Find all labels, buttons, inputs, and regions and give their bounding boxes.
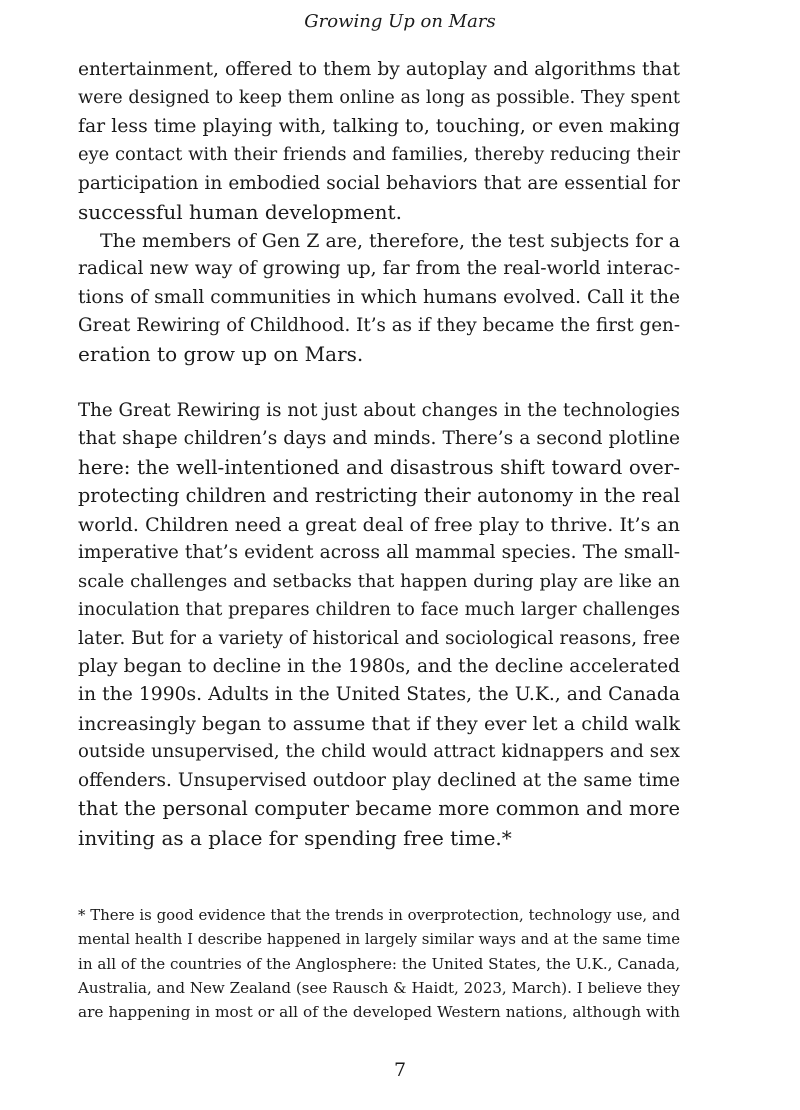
text-line: later. But for a variety of historical and sociological reasons, free xyxy=(78,627,680,649)
text-line: outside unsupervised, the child would attract kidnappers and sex xyxy=(78,741,680,763)
text-line: inoculation that prepares children to face much larger challenges xyxy=(78,599,680,621)
footnote xyxy=(78,903,680,1024)
text-line: far less time playing with, talking to, touching, or even making xyxy=(78,115,680,137)
text-line: increasingly began to assume that if they ever let a child walk xyxy=(78,712,680,735)
text-line: play began to decline in the 1980s, and the decline accelerated xyxy=(78,655,680,677)
text-line: eration to grow up on Mars. xyxy=(78,342,364,367)
page-number: 7 xyxy=(393,1059,407,1081)
text-line: protecting children and restricting their autonomy in the real xyxy=(78,484,680,508)
text-line: offenders. Unsupervised outdoor play declined at the same time xyxy=(78,769,680,791)
text-line: The Great Rewiring is not just about changes in the technologies xyxy=(78,400,680,421)
text-line: radical new way of growing up, far from the real-world interac- xyxy=(78,258,680,280)
text-line: here: the well-intentioned and disastrous shift toward over- xyxy=(78,455,680,479)
text-line: eye contact with their friends and families, thereby reducing their xyxy=(78,144,680,166)
text-line: scale challenges and setbacks that happen during play are like an xyxy=(78,570,680,592)
text-line: successful human development. xyxy=(78,200,402,225)
footnote-line: are happening in most or all of the developed Western nations, although with xyxy=(78,1003,680,1022)
text-line: that shape children’s days and minds. There’s a second plotline xyxy=(78,428,680,450)
running-header-title: Growing Up on Mars xyxy=(304,11,496,32)
text-line: participation in embodied social behaviors that are essential for xyxy=(78,172,680,194)
footnote-line: * There is good evidence that the trends in overprotection, technology use, and xyxy=(78,906,680,924)
footnote-line: mental health I describe happened in largely similar ways and at the same time xyxy=(78,930,680,949)
text-line: The members of Gen Z are, therefore, the test subjects for a xyxy=(100,229,681,252)
body-paragraph-1 xyxy=(78,56,680,369)
text-line: Great Rewiring of Childhood. It’s as if they became the first gen- xyxy=(78,314,680,336)
text-line: tions of small communities in which humans evolved. Call it the xyxy=(78,286,680,308)
footnote-line: in all of the countries of the Anglosphere: the United States, the U.K., Canada, xyxy=(78,954,680,973)
text-line: entertainment, offered to them by autoplay and algorithms that xyxy=(78,59,680,80)
text-line: that the personal computer became more common and more xyxy=(78,797,680,821)
text-line: inviting as a place for spending free time.* xyxy=(78,825,512,850)
footnote-line: Australia, and New Zealand (see Rausch & Haidt, 2023, March). I believe they xyxy=(78,978,680,997)
body-paragraph-2 xyxy=(78,397,680,852)
text-line: were designed to keep them online as long as possible. They spent xyxy=(78,88,680,109)
text-line: in the 1990s. Adults in the United States, the U.K., and Canada xyxy=(78,684,680,706)
text-line: world. Children need a great deal of free play to thrive. It’s an xyxy=(78,513,680,536)
text-line: imperative that’s evident across all mammal species. The small- xyxy=(78,542,680,564)
